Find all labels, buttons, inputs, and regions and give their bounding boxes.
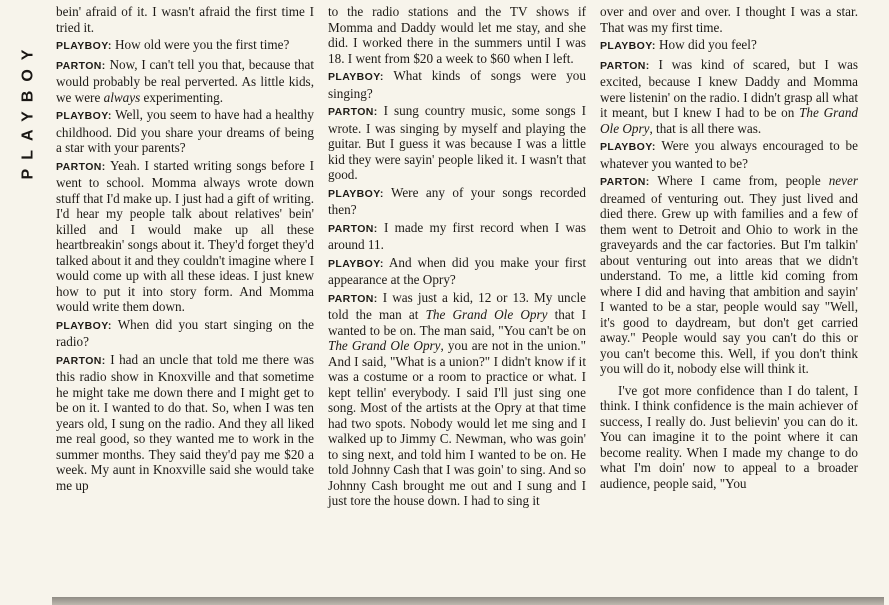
paragraph-text: I was just a kid, 12 or 13. My uncle told the man at bbox=[328, 289, 587, 322]
speaker-label: PARTON: bbox=[328, 106, 378, 118]
paragraph-text: dreamed of venturing out. They just lived and died there. Grew up with families and a few of them went to Detroit and Ohio to work in the graveyards and the car factories. But I'm talkin' about venturing out into areas that we didn't understand. To me, a little kid coming from where I did and having that ambition and sayin' I wanted to be a star, people would say "Well, it's good to daydream, but don't get carried away." People would say you can't do this or you can't become this. Well, if you don't think you will do it, nobody else will think it. bbox=[600, 190, 858, 376]
paragraph-text: over and over and over. I thought I was a star. That was my first time. bbox=[600, 4, 858, 35]
emphasis-text: The Grand Ole Opry bbox=[425, 307, 548, 322]
interview-paragraph bbox=[328, 255, 586, 288]
speaker-label: PARTON: bbox=[56, 160, 106, 173]
paragraph-text: Yeah. I started writing songs before I went to school. Momma always wrote down stuff that I'd make up. I just had a gift of writing. I'd hear my people talk about relatives' bein' killed and I would make up all these heartbreakin' songs about it. They'd forget they'd talked about it and they couldn't imagine where I would come up with all these ideas. I just knew how to put it into story form. And Momma would write them down. bbox=[56, 157, 314, 314]
paragraph-text: I sung country music, some songs I wrote. I was singing by myself and playing the guitar. But I guess it was because I was a little kid they were sayin' people liked it. I wasn't that good. bbox=[328, 103, 586, 182]
paragraph-text: I made my first record when I was around 11. bbox=[328, 219, 587, 252]
speaker-label: PLAYBOY: bbox=[56, 319, 112, 332]
magazine-title: PLAYBOY bbox=[19, 40, 36, 180]
interview-paragraph bbox=[328, 290, 586, 509]
speaker-label: PARTON: bbox=[56, 354, 106, 367]
magazine-running-head bbox=[8, 30, 48, 190]
speaker-label: PLAYBOY: bbox=[56, 40, 112, 52]
speaker-label: PLAYBOY: bbox=[600, 40, 656, 52]
paragraph-text: , that is all there was. bbox=[649, 120, 762, 136]
paragraph-text: to the radio stations and the TV shows if Momma and Daddy would let me stay, and she did. I worked there in the summers until I was 18. I went from $20 a week to $60 when I left. bbox=[328, 4, 586, 66]
interview-paragraph bbox=[56, 352, 314, 494]
interview-paragraph bbox=[328, 103, 586, 183]
interview-paragraph bbox=[600, 57, 858, 137]
text-column-1 bbox=[56, 4, 314, 495]
speaker-label: PLAYBOY: bbox=[328, 71, 384, 83]
paragraph-text: I was kind of scared, but I was excited, because I knew Daddy and Momma were listenin' on the radio. I didn't grasp all what it meant, but I knew I had to be on bbox=[600, 56, 859, 120]
paragraph-text: I had an uncle that told me there was this radio show in Knoxville and that sometime he might take me down there and I might get to be on it. I wanted to do that. So, when I was ten years old, I sung on the radio. And they all liked me real good, so they wanted me to work in the summer months. They said they'd pay me $20 a week. My aunt in Knoxville said she would take me up bbox=[56, 351, 315, 493]
paragraph-text: How old were you the first time? bbox=[115, 37, 290, 52]
paragraph-text: When did you start singing on the radio? bbox=[56, 316, 314, 349]
speaker-label: PARTON: bbox=[600, 176, 650, 188]
speaker-label: PLAYBOY: bbox=[328, 187, 384, 200]
paragraph-text: I've got more confidence than I do talent, I think. I think confidence is the main achiever of success, I really do. Just believin' you can do it. You can imagine it to the point where it can become reality. When I made my change to do what I'm doin' now to appeal to a broader audience, people said, "You bbox=[600, 382, 858, 491]
speaker-label: PLAYBOY: bbox=[328, 257, 384, 270]
paragraph-text: that I wanted to be on. The man said, "You can't be on bbox=[328, 307, 586, 338]
speaker-label: PARTON: bbox=[600, 59, 650, 72]
interview-paragraph bbox=[600, 37, 858, 55]
speaker-label: PARTON: bbox=[56, 59, 106, 72]
paragraph-text: bein' afraid of it. I wasn't afraid the first time I tried it. bbox=[56, 4, 314, 35]
paragraph-text: Were any of your songs recorded then? bbox=[328, 184, 587, 217]
interview-paragraph bbox=[328, 68, 586, 101]
interview-paragraph bbox=[328, 4, 586, 66]
emphasis-text: always bbox=[103, 89, 141, 105]
interview-paragraph bbox=[328, 220, 586, 253]
emphasis-text: The Grand Ole Opry bbox=[600, 105, 859, 136]
interview-paragraph bbox=[600, 383, 858, 492]
paragraph-text: Well, you seem to have had a healthy childhood. Did you share your dreams of being a star with your parents? bbox=[56, 107, 314, 155]
paragraph-text: Now, I can't tell you that, because that would probably be real perverted. As little kids, we were bbox=[56, 56, 314, 105]
paragraph-text: Where I came from, people bbox=[657, 173, 829, 188]
emphasis-text: The Grand Ole Opry bbox=[328, 338, 441, 353]
paragraph-text: What kinds of songs were you singing? bbox=[328, 68, 586, 101]
speaker-label: PARTON: bbox=[328, 292, 378, 305]
interview-paragraph bbox=[56, 57, 314, 106]
paragraph-text: And when did you make your first appearance at the Opry? bbox=[328, 254, 586, 287]
interview-paragraph bbox=[56, 4, 314, 35]
speaker-label: PLAYBOY: bbox=[600, 141, 656, 153]
page-bottom-rule bbox=[52, 597, 884, 605]
interview-paragraph bbox=[600, 173, 858, 377]
text-column-3 bbox=[600, 4, 858, 493]
interview-paragraph bbox=[56, 107, 314, 156]
interview-paragraph bbox=[56, 37, 314, 55]
interview-paragraph bbox=[56, 158, 314, 315]
interview-paragraph bbox=[600, 138, 858, 171]
text-column-2 bbox=[328, 4, 586, 511]
paragraph-text: Were you always encouraged to be whatever you wanted to be? bbox=[600, 138, 858, 171]
paragraph-text: How did you feel? bbox=[659, 37, 757, 52]
speaker-label: PARTON: bbox=[328, 222, 378, 235]
paragraph-text: experimenting. bbox=[140, 89, 223, 105]
interview-paragraph bbox=[328, 185, 586, 218]
paragraph-text: , you are not in the union." And I said, "What is a union?" I didn't know if it was a costume or a room to practice or what. I kept tellin' everybody. I said I'll just sing one song. Most of the artists at the Opry at that time had two spots. Nobody would let me sing and I walked up to Jimmy C. Newman, who was goin' to sing next, and told him I wanted to be on. He told Johnny Cash that I was goin' to sing. And so Johnny Cash brought me out and I sung and I just tore the house down. I had to sing it bbox=[328, 338, 586, 508]
interview-paragraph bbox=[600, 4, 858, 35]
interview-paragraph bbox=[56, 317, 314, 350]
emphasis-text: never bbox=[828, 173, 858, 188]
speaker-label: PLAYBOY: bbox=[56, 110, 112, 122]
